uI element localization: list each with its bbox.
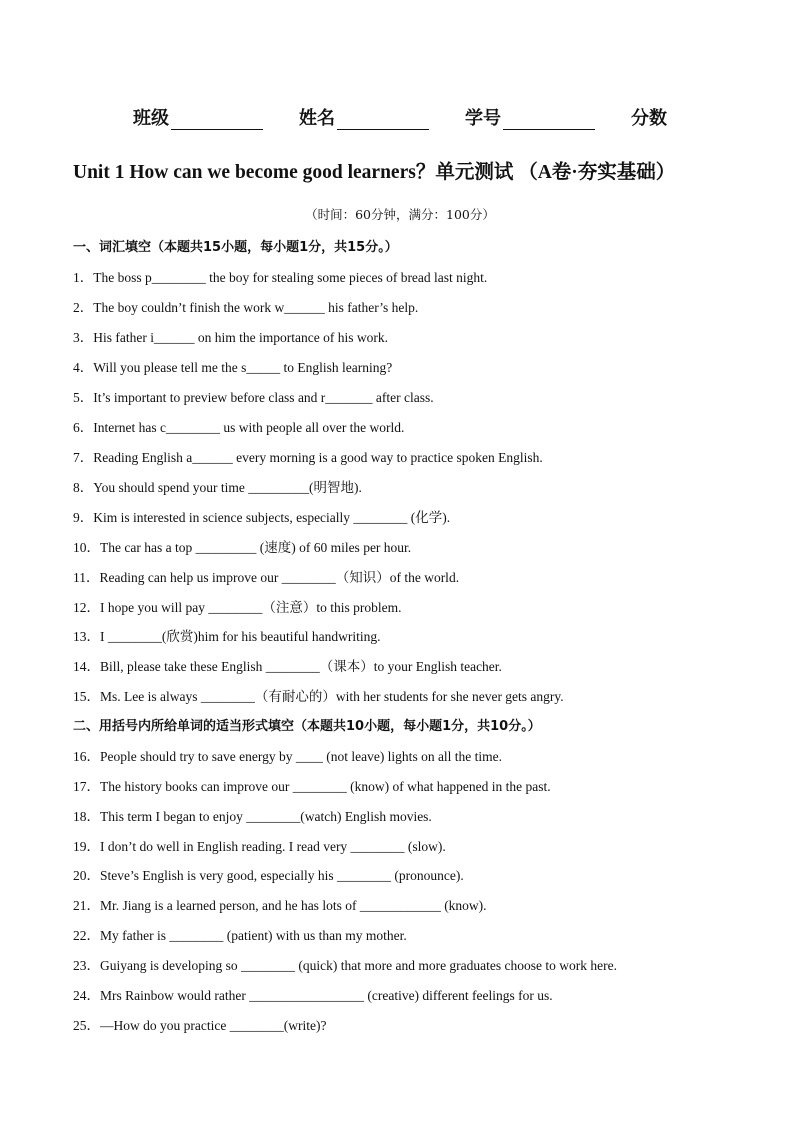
- question-text: Mr. Jiang is a learned person, and he has lots of ____________ (know).: [100, 898, 487, 913]
- question-number: 2．: [73, 300, 94, 315]
- name-field: [299, 104, 429, 130]
- question-text: This term I began to enjoy ________(watch) English movies.: [100, 809, 432, 824]
- student-id-label: 学号: [465, 108, 501, 129]
- question-number: 21．: [73, 898, 100, 913]
- question-item: [73, 1014, 326, 1034]
- class-label: 班级: [133, 108, 169, 129]
- question-number: 7．: [73, 450, 94, 465]
- student-id-blank: [503, 111, 595, 130]
- question-number: 14．: [73, 659, 100, 674]
- question-item: [73, 326, 388, 346]
- question-number: 25．: [73, 1018, 100, 1033]
- question-text: The car has a top _________ (速度) of 60 miles per hour.: [100, 540, 412, 555]
- question-item: [73, 685, 564, 705]
- question-text: The boss p________ the boy for stealing some pieces of bread last night.: [93, 270, 488, 285]
- question-number: 22．: [73, 928, 100, 943]
- question-item: [73, 416, 404, 436]
- question-item: [73, 596, 401, 616]
- score-label: 分数: [631, 108, 667, 129]
- question-item: [73, 805, 432, 825]
- question-number: 9．: [73, 510, 94, 525]
- question-item: [73, 386, 434, 406]
- question-number: 6．: [73, 420, 94, 435]
- question-number: 10．: [73, 540, 100, 555]
- question-item: [73, 835, 446, 855]
- question-text: You should spend your time _________(明智地).: [93, 480, 362, 495]
- question-item: [73, 536, 411, 556]
- class-blank: [171, 111, 263, 130]
- question-item: [73, 356, 392, 376]
- question-text: —How do you practice ________(write)?: [100, 1018, 327, 1033]
- question-item: [73, 566, 459, 586]
- question-item: [73, 296, 418, 316]
- question-text: Will you please tell me the s_____ to English learning?: [93, 360, 393, 375]
- page-title: Unit 1 How can we become good learners？单元测试 （A卷·夯实基础）: [73, 162, 676, 183]
- name-label: 姓名: [299, 108, 335, 129]
- question-number: 12．: [73, 600, 100, 615]
- exam-time-note: （时间：60分钟，满分：100分）: [305, 207, 495, 222]
- name-blank: [337, 111, 429, 130]
- question-text: The history books can improve our ________ (know) of what happened in the past.: [100, 779, 551, 794]
- question-item: [73, 745, 502, 765]
- score-field: [631, 104, 667, 130]
- question-text: I don’t do well in English reading. I read very ________ (slow).: [100, 839, 446, 854]
- student-info-row: [0, 104, 800, 130]
- question-text: Steve’s English is very good, especially his ________ (pronounce).: [100, 868, 464, 883]
- question-item: [73, 984, 553, 1004]
- question-text: Reading can help us improve our ________（知识）of the world.: [99, 570, 460, 585]
- question-text: People should try to save energy by ____ (not leave) lights on all the time.: [100, 749, 503, 764]
- question-text: The boy couldn’t finish the work w______ his father’s help.: [93, 300, 419, 315]
- question-text: Bill, please take these English ________（课本）to your English teacher.: [100, 659, 502, 674]
- question-item: [73, 476, 362, 496]
- question-text: Kim is interested in science subjects, especially ________ (化学).: [93, 510, 451, 525]
- question-number: 1．: [73, 270, 94, 285]
- question-item: [73, 864, 464, 884]
- question-number: 24．: [73, 988, 100, 1003]
- question-item: [73, 506, 450, 526]
- question-number: 4．: [73, 360, 94, 375]
- question-number: 20．: [73, 868, 100, 883]
- question-item: [73, 625, 380, 645]
- question-item: [73, 655, 502, 675]
- question-number: 23．: [73, 958, 100, 973]
- question-text: I hope you will pay ________（注意）to this problem.: [100, 600, 402, 615]
- question-text: Ms. Lee is always ________（有耐心的）with her students for she never gets angry.: [100, 689, 564, 704]
- question-text: Mrs Rainbow would rather _________________ (creative) different feelings for us.: [100, 988, 553, 1003]
- question-number: 3．: [73, 330, 94, 345]
- question-number: 11．: [73, 570, 100, 585]
- question-number: 16．: [73, 749, 100, 764]
- student-id-field: [465, 104, 595, 130]
- question-number: 15．: [73, 689, 100, 704]
- question-number: 13．: [73, 629, 100, 644]
- question-text: Reading English a______ every morning is a good way to practice spoken English.: [93, 450, 543, 465]
- question-text: I ________(欣赏)him for his beautiful handwriting.: [100, 629, 381, 644]
- question-number: 8．: [73, 480, 94, 495]
- section1-heading: 一、词汇填空（本题共15小题，每小题1分，共15分。）: [73, 240, 398, 255]
- question-item: [73, 775, 551, 795]
- question-item: [73, 446, 543, 466]
- question-number: 17．: [73, 779, 100, 794]
- question-text: His father i______ on him the importance of his work.: [93, 330, 388, 345]
- question-text: My father is ________ (patient) with us than my mother.: [100, 928, 407, 943]
- section2-heading: 二、用括号内所给单词的适当形式填空（本题共10小题，每小题1分，共10分。）: [73, 719, 541, 734]
- question-text: It’s important to preview before class and r_______ after class.: [93, 390, 434, 405]
- question-number: 19．: [73, 839, 100, 854]
- question-text: Guiyang is developing so ________ (quick) that more and more graduates choose to work here.: [100, 958, 617, 973]
- question-item: [73, 954, 617, 974]
- class-field: [133, 104, 263, 130]
- question-number: 5．: [73, 390, 94, 405]
- question-text: Internet has c________ us with people all over the world.: [93, 420, 405, 435]
- question-number: 18．: [73, 809, 100, 824]
- question-item: [73, 924, 407, 944]
- question-item: [73, 894, 487, 914]
- question-item: [73, 266, 487, 286]
